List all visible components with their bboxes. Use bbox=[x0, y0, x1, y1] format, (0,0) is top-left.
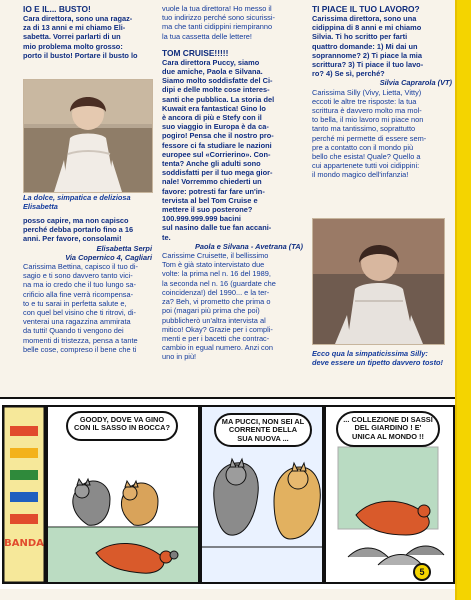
letter-line: pogiro! Pensa che il nostro pro- bbox=[162, 131, 274, 141]
letter-line: due amiche, Paola e Silvana. bbox=[162, 67, 263, 77]
answer-line: tanto ma tantissimo, soprattutto bbox=[312, 124, 416, 134]
letter-line: santi che pubblica. La storia del bbox=[162, 94, 275, 104]
letter-line: Kuwait era fantastica! Gino lo bbox=[162, 103, 266, 113]
signature-address: Via Copernico 4, Cagliari bbox=[65, 252, 152, 262]
answer-line: za? Beh, vi prometto che prima o bbox=[162, 297, 271, 307]
answer-line: eccoti le altre tre risposte: la tua bbox=[312, 96, 417, 106]
answer-line: poi (magari più prima che poi) bbox=[162, 306, 260, 316]
letter-line: tervista al bel Tom Cruise e bbox=[162, 195, 258, 205]
girl-photo-icon bbox=[24, 80, 152, 192]
answer-line: cui appartenete tutti voi cidippini: bbox=[312, 161, 420, 171]
speech-bubble-3: ... COLLEZIONE DI SASSI DEL GIARDINO ! E' UNICA AL MONDO !! bbox=[336, 411, 440, 447]
photo-silly bbox=[312, 218, 445, 345]
answer-line: con quel bel visino che ti ritrovi, di- bbox=[23, 308, 136, 318]
speech-bubble-1: GOODY, DOVE VA GINO CON IL SASSO IN BOCCA? bbox=[66, 411, 178, 441]
answer-line: menti e per i bacetti che contrac- bbox=[162, 333, 270, 343]
letter-line: anni. Per favore, consolami! bbox=[23, 234, 122, 244]
letter-line: Cara direttora, sono una ragaz- bbox=[23, 14, 133, 23]
answer-line: cambio in egual numero. Anzi con bbox=[162, 343, 273, 353]
answer-line: la tua cassetta delle lettere! bbox=[162, 31, 252, 41]
signature: Silvia Caprarola (VT) bbox=[379, 78, 452, 88]
letter-line: suo viaggio in Europa è da ca- bbox=[162, 122, 269, 132]
letter-line: sabetta. Vorrei parlarti di un bbox=[23, 32, 121, 42]
answer-line: uno in più! bbox=[162, 352, 197, 362]
letter-line: nale! Vorremmo chiederti un bbox=[162, 177, 262, 187]
answer-line: la seconda nel n. 16 (guardate che bbox=[162, 278, 276, 288]
letter-title: TI PIACE IL TUO LAVORO? bbox=[312, 4, 420, 14]
column-left-continued bbox=[23, 216, 152, 354]
photo-caption-left: La dolce, simpatica e deliziosa Elisabetta bbox=[23, 193, 131, 211]
speech-bubble-2: MA PUCCI, NON SEI AL CORRENTE DELLA SUA NUOVA ... bbox=[214, 413, 312, 447]
answer-line: Tom è già stato intervistato due bbox=[162, 260, 265, 270]
answer-line: pubblicherò un'altra intervista al bbox=[162, 315, 266, 325]
letter-line: soddisfatti per il tuo mega gior- bbox=[162, 168, 273, 178]
letter-line: favore: potresti far fare un'in- bbox=[162, 186, 265, 196]
answer-line: mitico! Okay? Grazie per i compli- bbox=[162, 324, 273, 334]
yellow-page-edge bbox=[457, 0, 471, 600]
letter-line: za di 13 anni e mi chiamo Eli- bbox=[23, 23, 126, 33]
letter-title: IO E IL... BUSTO! bbox=[23, 4, 91, 14]
column-middle bbox=[162, 4, 303, 362]
letter-line: porto il busto! Portare il busto lo bbox=[23, 50, 138, 60]
answer-line: Carissime Cruisette, il bellissimo bbox=[162, 251, 269, 261]
answer-line: momenti di tristezza, pensa a tante bbox=[23, 335, 138, 345]
letter-line: scrittura? 3) Ti piace il tuo lavo- bbox=[312, 60, 424, 70]
answer-line: il mondo magico dell'infanzia! bbox=[312, 170, 409, 180]
letter-line: dipi e delle molte cose interes- bbox=[162, 85, 270, 95]
photo-caption-right: Ecco qua la simpaticissima Silly: deve essere un tipetto davvero tosto! bbox=[312, 349, 444, 367]
answer-line: sagio e ti sono davvero tanto vici- bbox=[23, 271, 133, 281]
letter-line: te. bbox=[162, 232, 171, 242]
column-right bbox=[312, 4, 452, 180]
letter-line: mio problema molto grosso: bbox=[23, 41, 123, 51]
letter-line: europee sul «Corrierino». Con- bbox=[162, 149, 271, 159]
answer-line: Carissima Bettina, capisco il tuo di- bbox=[23, 262, 139, 272]
answer-line: venterai una ragazzina ammirata bbox=[23, 317, 131, 327]
signature-name: Elisabetta Serpi bbox=[96, 243, 152, 253]
letter-line: Siamo molto soddisfatte del Ci- bbox=[162, 76, 273, 86]
letter-line: mettere il suo posterone? bbox=[162, 205, 253, 215]
answer-line: belle cose, compreso il bene che ti bbox=[23, 344, 137, 354]
letter-line: posso capire, ma non capisco bbox=[23, 216, 129, 225]
letter-line: perché debba portarlo fino a 16 bbox=[23, 225, 134, 235]
banda-label: BANDA bbox=[4, 538, 44, 549]
signature: Paola e Silvana - Avetrana (TA) bbox=[194, 241, 303, 251]
letter-line: soprannome? 2) Ti piace la mia bbox=[312, 50, 422, 60]
letter-line: sul nasino dalle tue fan accani- bbox=[162, 223, 272, 233]
answer-line: bello che esista! Quale? Quello a bbox=[312, 152, 421, 162]
page-number: 5 bbox=[413, 563, 431, 581]
letter-line: è ancora di più e Stefy con il bbox=[162, 113, 262, 123]
letter-line: 100.999.999.999 bacini bbox=[162, 214, 241, 224]
letter-line: fessore ci fa studiare le nazioni bbox=[162, 140, 272, 150]
answer-line: to bella, il mio lavoro mi piace non bbox=[312, 115, 424, 125]
answer-line: vuole la tua direttora! Ho messo il bbox=[162, 4, 272, 13]
answer-line: ma che tanti cidippini riempiranno bbox=[162, 22, 273, 32]
answer-line: na ma io credo che il tuo lungo sa- bbox=[23, 280, 136, 290]
comic-panel-left-strip bbox=[2, 405, 46, 584]
answer-line: Carissima Silly (Vivy, Lietta, Vitty) bbox=[312, 87, 422, 97]
letter-line: ro? 4) Se sì, perché? bbox=[312, 69, 385, 79]
answer-line: volte: la prima nel n. 16 del 1989, bbox=[162, 269, 271, 279]
letter-line: cidippina di 8 anni e mi chiamo bbox=[312, 23, 422, 33]
answer-line: da tutti! Quando ti vengono dei bbox=[23, 326, 124, 336]
letter-line: Cara direttora Puccy, siamo bbox=[162, 57, 260, 67]
answer-line: pre a contatto con il mondo più bbox=[312, 142, 414, 152]
column-left bbox=[23, 4, 152, 60]
letter-line: tenta? Anche gli adulti sono bbox=[162, 159, 261, 169]
answer-line: scrittura è davvero molto ma mol- bbox=[312, 106, 422, 116]
child-photo-icon bbox=[313, 219, 444, 344]
letter-title: TOM CRUISE!!!!! bbox=[162, 47, 229, 58]
answer-line: coincidenza!) del 1990... e la ter- bbox=[162, 287, 270, 297]
photo-elisabetta bbox=[23, 79, 153, 193]
banda-logo-icon bbox=[4, 407, 44, 582]
comic-strip bbox=[0, 397, 455, 589]
letter-line: Carissima direttora, sono una bbox=[312, 14, 417, 23]
answer-line: to e tu sarai in perfetta salute e, bbox=[23, 298, 127, 308]
page-edge-shadow bbox=[455, 0, 457, 600]
answer-line: tuo indirizzo perché sono sicurissi- bbox=[162, 13, 275, 23]
letter-line: Silvia. Ti ho scritto per farti bbox=[312, 32, 408, 42]
answer-line: crificio alla fine verrà ricompensa- bbox=[23, 289, 134, 299]
letter-line: quattro domande: 1) Mi dai un bbox=[312, 41, 418, 51]
answer-line: perché mi permette di essere sem- bbox=[312, 133, 427, 143]
